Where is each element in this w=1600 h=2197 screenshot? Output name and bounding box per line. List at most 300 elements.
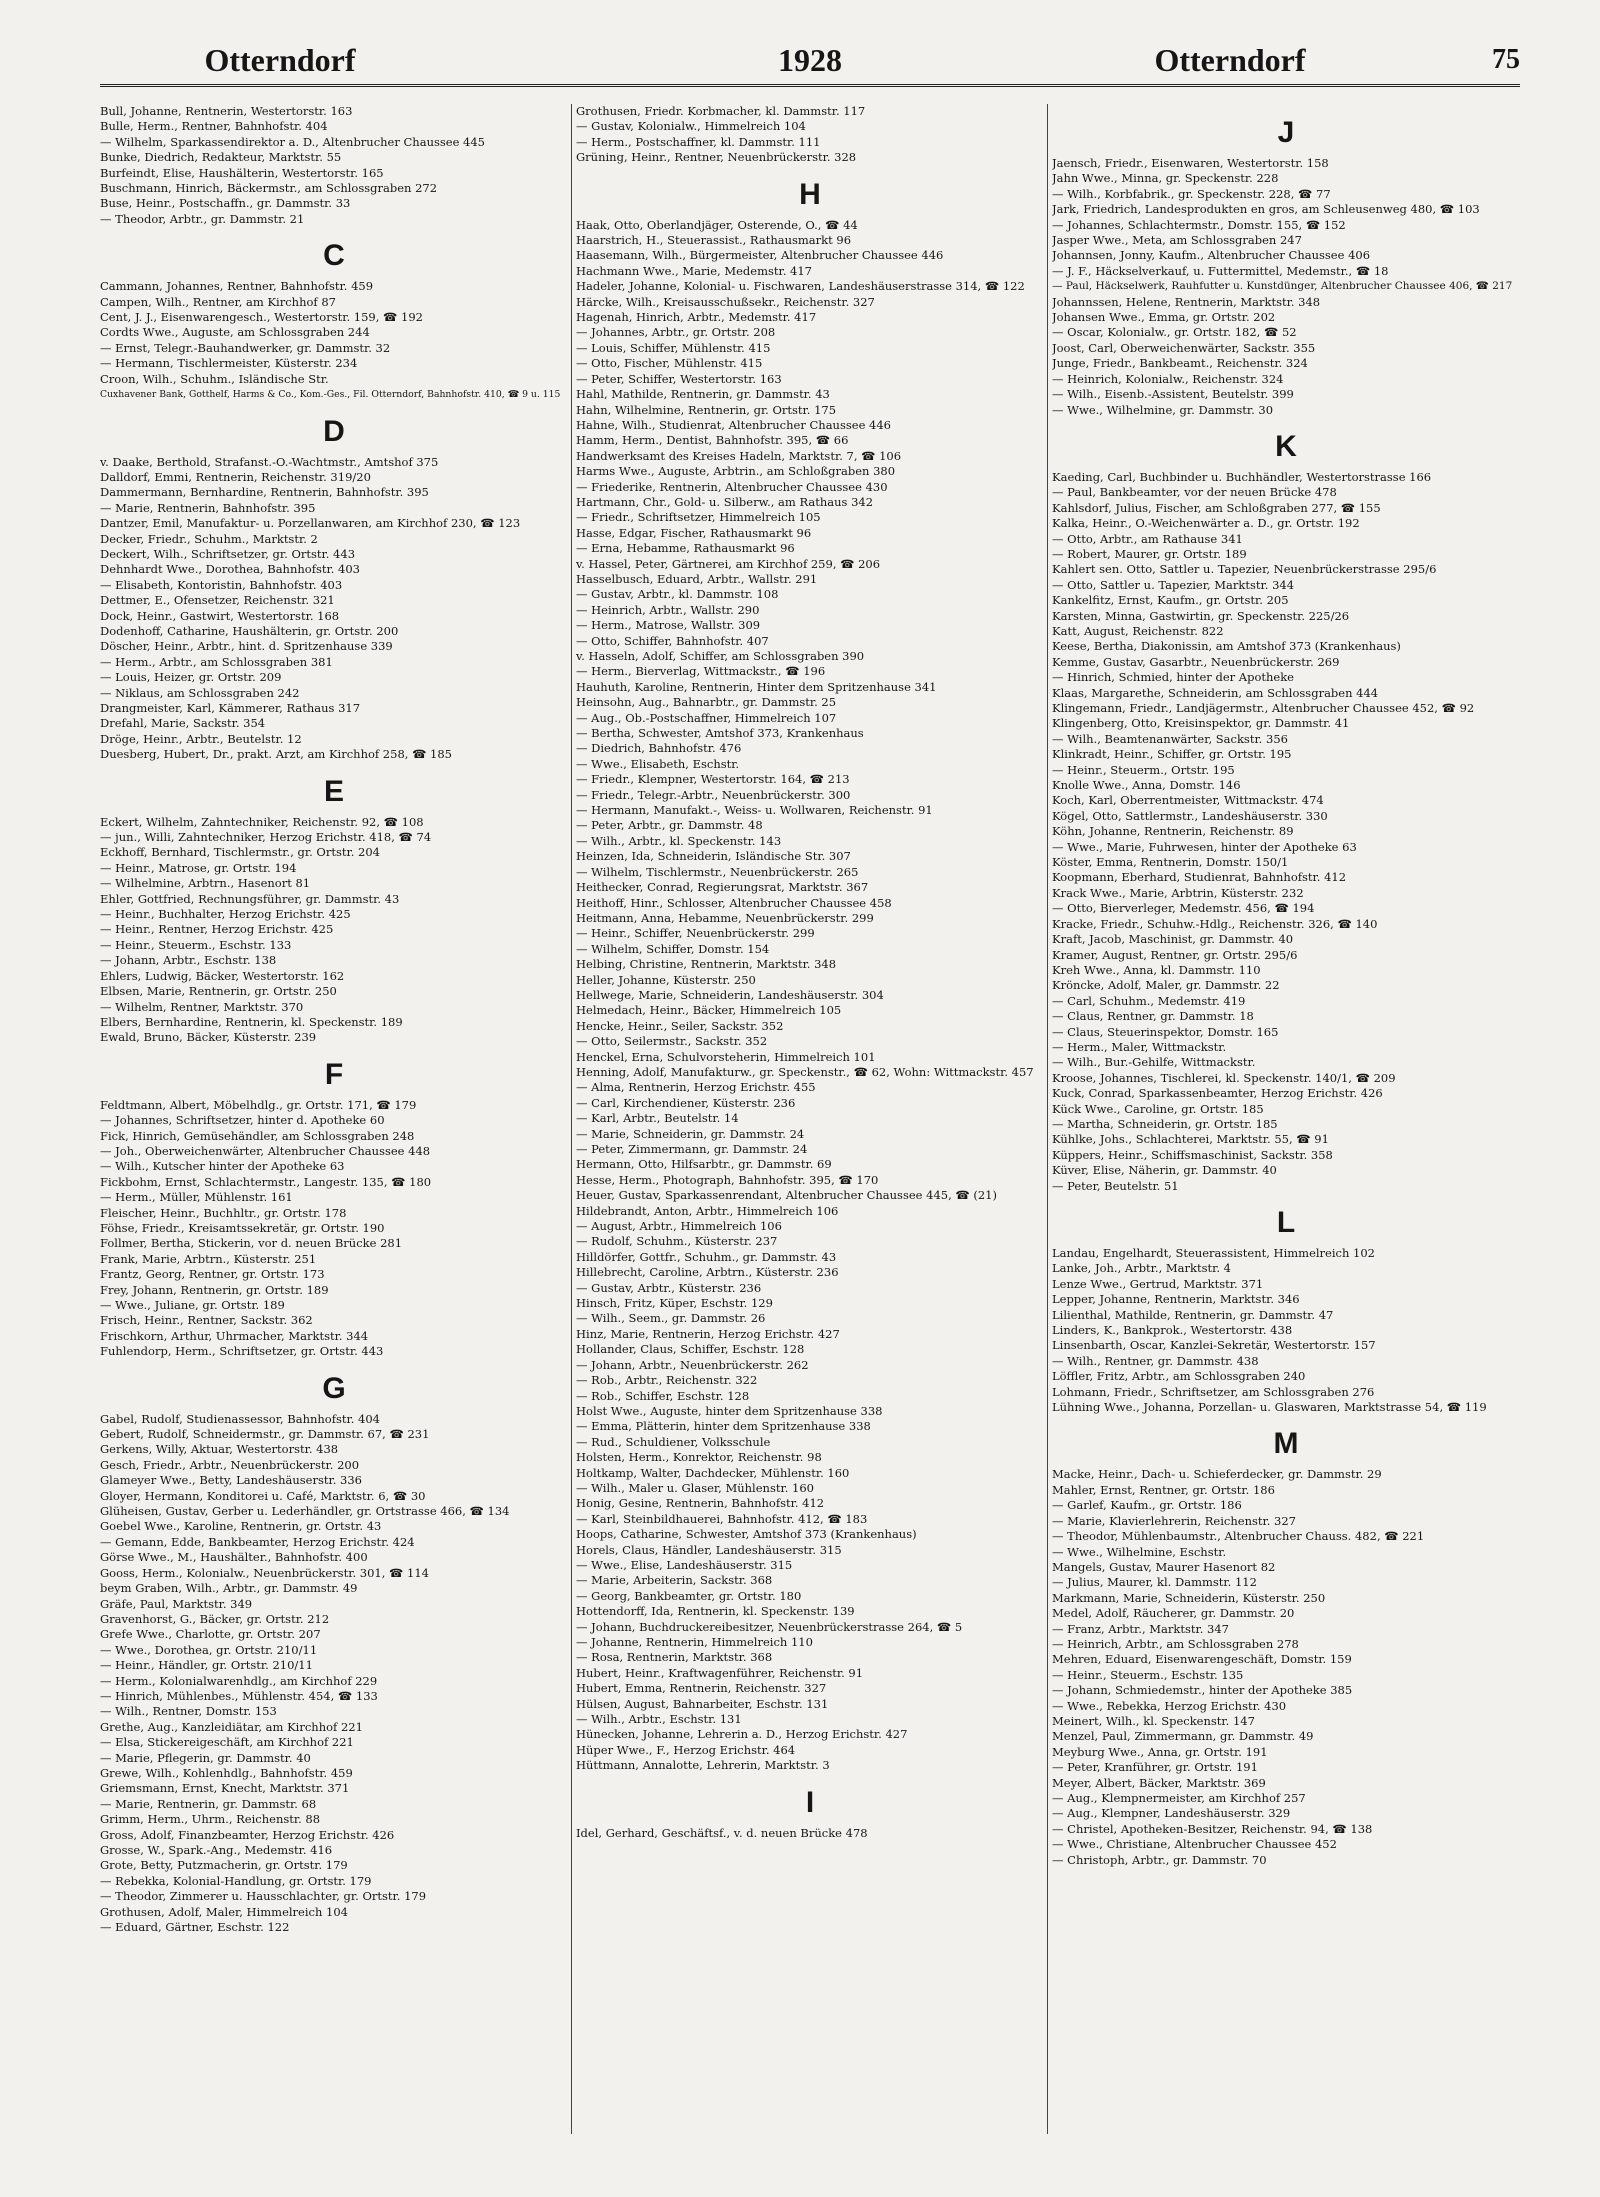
directory-entry: — Claus, Steuerinspektor, Domstr. 165: [1052, 1024, 1279, 1039]
directory-entry: — Oscar, Kolonialw., gr. Ortstr. 182, ☎ 52: [1052, 325, 1297, 340]
directory-entry: Grimm, Herm., Uhrm., Reichenstr. 88: [100, 1812, 321, 1827]
directory-entry: — Peter, Kranführer, gr. Ortstr. 191: [1052, 1760, 1258, 1775]
directory-entry: — Robert, Maurer, gr. Ortstr. 189: [1052, 546, 1247, 561]
directory-entry: Frischkorn, Arthur, Uhrmacher, Marktstr. 344: [100, 1328, 369, 1343]
directory-entry: Holtkamp, Walter, Dachdecker, Mühlenstr. 160: [576, 1465, 850, 1480]
directory-entry: Kögel, Otto, Sattlermstr., Landeshäuserstr. 330: [1052, 808, 1328, 823]
directory-entry: — Heinr., Steuerm., Eschstr. 133: [100, 937, 292, 952]
directory-entry: — Friedr., Klempner, Westertorstr. 164, ☎ 213: [576, 772, 850, 787]
directory-entry: — Heinrich, Arbtr., Wallstr. 290: [576, 602, 760, 617]
directory-entry: — Peter, Zimmermann, gr. Dammstr. 24: [576, 1142, 808, 1156]
directory-entry: — Marie, Arbeiterin, Sackstr. 368: [576, 1573, 773, 1588]
directory-entry: Koch, Karl, Oberrentmeister, Wittmackstr. 474: [1052, 793, 1324, 808]
directory-entry: — Garlef, Kaufm., gr. Ortstr. 186: [1052, 1498, 1242, 1513]
directory-entry: Kaeding, Carl, Buchbinder u. Buchhändler, Westertorstrasse 166: [1052, 469, 1432, 484]
directory-entry: — Wwe., Christiane, Altenbrucher Chaussee 452: [1052, 1837, 1337, 1852]
directory-entry: — Theodor, Arbtr., gr. Dammstr. 21: [100, 211, 305, 226]
directory-entry: — Otto, Bierverleger, Medemstr. 456, ☎ 194: [1052, 901, 1315, 916]
directory-entry: — Rob., Arbtr., Reichenstr. 322: [576, 1373, 758, 1388]
directory-entry: Heithecker, Conrad, Regierungsrat, Marktstr. 367: [576, 880, 869, 895]
directory-entry: Knolle Wwe., Anna, Domstr. 146: [1052, 778, 1241, 793]
directory-entry: Fickbohm, Ernst, Schlachtermstr., Langestr. 135, ☎ 180: [100, 1174, 432, 1189]
section-letter: K: [1275, 429, 1297, 463]
directory-entry: Gebert, Rudolf, Schneidermstr., gr. Dammstr. 67, ☎ 231: [100, 1427, 430, 1442]
directory-entry: Heithoff, Hinr., Schlosser, Altenbrucher Chaussee 458: [576, 895, 892, 910]
directory-entry: — Theodor, Zimmerer u. Hausschlachter, gr. Ortstr. 179: [100, 1889, 427, 1904]
directory-entry: Gooss, Herm., Kolonialw., Neuenbrückerstr. 301, ☎ 114: [100, 1565, 429, 1580]
directory-entry: Kühlke, Johs., Schlachterei, Marktstr. 55, ☎ 91: [1052, 1132, 1329, 1147]
directory-entry: Hüttmann, Annalotte, Lehrerin, Marktstr. 3: [576, 1758, 830, 1773]
directory-entry: — Hermann, Tischlermeister, Küsterstr. 234: [100, 356, 358, 371]
directory-entry: Drefahl, Marie, Sackstr. 354: [100, 716, 266, 731]
directory-entry: — Friederike, Rentnerin, Altenbrucher Chaussee 430: [576, 479, 888, 494]
directory-entry: — Elsa, Stickereigeschäft, am Kirchhof 221: [100, 1735, 354, 1750]
directory-entry: — Otto, Sattler u. Tapezier, Marktstr. 344: [1052, 577, 1295, 592]
directory-entry: Meyburg Wwe., Anna, gr. Ortstr. 191: [1052, 1744, 1268, 1759]
directory-entry: — Johann, Arbtr., Eschstr. 138: [100, 953, 277, 968]
directory-entry: Hellwege, Marie, Schneiderin, Landeshäuserstr. 304: [576, 987, 884, 1002]
header-town-right: Otterndorf: [1154, 42, 1306, 78]
directory-entry: Hildebrandt, Anton, Arbtr., Himmelreich 106: [576, 1203, 839, 1218]
directory-entry: — Christel, Apotheken-Besitzer, Reichenstr. 94, ☎ 138: [1052, 1821, 1373, 1836]
directory-entry: Görse Wwe., M., Haushälter., Bahnhofstr. 400: [100, 1550, 368, 1565]
directory-entry: — Wwe., Elisabeth, Eschstr.: [576, 756, 740, 771]
directory-entry: Köster, Emma, Rentnerin, Domstr. 150/1: [1052, 855, 1289, 870]
directory-entry: Lühning Wwe., Johanna, Porzellan- u. Glaswaren, Marktstrasse 54, ☎ 119: [1052, 1400, 1487, 1415]
directory-entry: Jark, Friedrich, Landesprodukten en gros, am Schleusenweg 480, ☎ 103: [1052, 202, 1480, 217]
directory-entry: Landau, Engelhardt, Steuerassistent, Himmelreich 102: [1052, 1246, 1375, 1260]
directory-entry: — Marie, Schneiderin, gr. Dammstr. 24: [576, 1126, 805, 1141]
directory-entry: — Christoph, Arbtr., gr. Dammstr. 70: [1052, 1852, 1267, 1867]
directory-entry: Meinert, Wilh., kl. Speckenstr. 147: [1052, 1713, 1255, 1728]
directory-entry: Gabel, Rudolf, Studienassessor, Bahnhofstr. 404: [100, 1411, 381, 1426]
directory-entry: Hottendorff, Ida, Rentnerin, kl. Speckenstr. 139: [576, 1604, 855, 1619]
directory-entry: — Heinr., Matrose, gr. Ortstr. 194: [100, 860, 297, 875]
directory-entry: — Aug., Klempnermeister, am Kirchhof 257: [1052, 1791, 1306, 1805]
directory-entry: — Claus, Rentner, gr. Dammstr. 18: [1052, 1009, 1254, 1024]
directory-entry: Haak, Otto, Oberlandjäger, Osterende, O., ☎ 44: [576, 217, 858, 232]
directory-entry: — Elisabeth, Kontoristin, Bahnhofstr. 403: [100, 577, 343, 592]
directory-entry: Buse, Heinr., Postschaffn., gr. Dammstr. 33: [100, 196, 351, 211]
header-rule: [100, 84, 1520, 87]
directory-entry: Hilldörfer, Gottfr., Schuhm., gr. Dammstr. 43: [576, 1249, 837, 1264]
directory-entry: Dantzer, Emil, Manufaktur- u. Porzellanwaren, am Kirchhof 230, ☎ 123: [100, 516, 521, 531]
directory-entry: — Emma, Plätterin, hinter dem Spritzenhause 338: [576, 1419, 871, 1434]
directory-entry: — Eduard, Gärtner, Eschstr. 122: [100, 1920, 290, 1935]
directory-entry: — Johann, Schmiedemstr., hinter der Apotheke 385: [1052, 1683, 1353, 1698]
directory-entry: Cuxhavener Bank, Gotthelf, Harms & Co., Kom.-Ges., Fil. Otterndorf, Bahnhofstr. 410, ☎ 9 u. 115: [100, 389, 561, 401]
directory-entry: — Paul, Häckselwerk, Rauhfutter u. Kunstdünger, Altenbrucher Chaussee 406, ☎ 217: [1052, 280, 1513, 293]
directory-entry: Joost, Carl, Oberweichenwärter, Sackstr. 355: [1052, 340, 1316, 355]
directory-entry: Bull, Johanne, Rentnerin, Westertorstr. 163: [100, 104, 353, 118]
directory-entry: Idel, Gerhard, Geschäftsf., v. d. neuen Brücke 478: [576, 1825, 868, 1840]
directory-entry: — Wilh., Maler u. Glaser, Mühlenstr. 160: [576, 1480, 814, 1495]
directory-entry: — Wilh., Beamtenanwärter, Sackstr. 356: [1052, 731, 1288, 746]
directory-entry: Keese, Bertha, Diakonissin, am Amtshof 373 (Krankenhaus): [1052, 639, 1401, 654]
directory-entry: Lepper, Johanne, Rentnerin, Marktstr. 346: [1052, 1292, 1300, 1307]
directory-entry: Duesberg, Hubert, Dr., prakt. Arzt, am Kirchhof 258, ☎ 185: [100, 747, 452, 762]
directory-entry: Kroose, Johannes, Tischlerei, kl. Speckenstr. 140/1, ☎ 209: [1052, 1070, 1396, 1085]
directory-entry: — Johannes, Schlachtermstr., Domstr. 155, ☎ 152: [1052, 217, 1346, 232]
directory-entry: — Niklaus, am Schlossgraben 242: [100, 685, 300, 700]
directory-entry: Grewe, Wilh., Kohlenhdlg., Bahnhofstr. 459: [100, 1765, 353, 1780]
directory-entry: Frisch, Heinr., Rentner, Sackstr. 362: [100, 1313, 313, 1328]
directory-entry: Grosse, W., Spark.-Ang., Medemstr. 416: [100, 1843, 333, 1857]
header-town-left: Otterndorf: [204, 42, 356, 78]
directory-entry: — Gustav, Arbtr., kl. Dammstr. 108: [576, 587, 779, 602]
directory-entry: Holst Wwe., Auguste, hinter dem Spritzenhause 338: [576, 1403, 883, 1418]
directory-entry: Macke, Heinr., Dach- u. Schieferdecker, gr. Dammstr. 29: [1052, 1467, 1382, 1482]
directory-entry: — Wilh., Arbtr., Eschstr. 131: [576, 1712, 742, 1727]
directory-entry: — Ernst, Telegr.-Bauhandwerker, gr. Dammstr. 32: [100, 340, 391, 355]
directory-entry: — Gustav, Kolonialw., Himmelreich 104: [576, 119, 806, 134]
directory-entry: Döscher, Heinr., Arbtr., hint. d. Spritzenhause 339: [100, 639, 393, 654]
directory-entry: Grüning, Heinr., Rentner, Neuenbrückerstr. 328: [576, 150, 857, 165]
directory-entry: Kalka, Heinr., O.-Weichenwärter a. D., gr. Ortstr. 192: [1052, 516, 1360, 531]
directory-entry: Kuck, Conrad, Sparkassenbeamter, Herzog Erichstr. 426: [1052, 1086, 1383, 1101]
directory-entry: — Gemann, Edde, Bankbeamter, Herzog Erichstr. 424: [100, 1534, 415, 1549]
directory-entry: — Heinrich, Kolonialw., Reichenstr. 324: [1052, 371, 1284, 386]
directory-entry: — Diedrich, Bahnhofstr. 476: [576, 741, 742, 756]
directory-entry: Heller, Johanne, Küsterstr. 250: [576, 972, 756, 987]
directory-column-3: [1052, 104, 1520, 2134]
directory-entry: Meyer, Albert, Bäcker, Marktstr. 369: [1052, 1775, 1266, 1790]
directory-entry: Kemme, Gustav, Gasarbtr., Neuenbrückerstr. 269: [1052, 654, 1340, 669]
directory-entry: Katt, August, Reichenstr. 822: [1052, 623, 1224, 638]
directory-entry: — Herm., Maler, Wittmackstr.: [1052, 1039, 1227, 1054]
directory-entry: — Wilhelm, Tischlermstr., Neuenbrückerstr. 265: [576, 864, 859, 879]
directory-entry: — Otto, Arbtr., am Rathause 341: [1052, 531, 1243, 546]
section-letter: M: [1273, 1427, 1299, 1461]
directory-entry: Dröge, Heinr., Arbtr., Beutelstr. 12: [100, 731, 302, 746]
directory-entry: — Joh., Oberweichenwärter, Altenbrucher Chaussee 448: [100, 1143, 431, 1158]
directory-entry: Frank, Marie, Arbtrn., Küsterstr. 251: [100, 1251, 317, 1266]
directory-entry: — Peter, Beutelstr. 51: [1052, 1178, 1179, 1193]
directory-entry: Cammann, Johannes, Rentner, Bahnhofstr. 459: [100, 279, 374, 294]
section-letter: E: [323, 774, 344, 808]
directory-entry: — Carl, Schuhm., Medemstr. 419: [1052, 993, 1246, 1008]
directory-entry: — Wwe., Wilhelmine, Eschstr.: [1052, 1544, 1227, 1559]
directory-entry: Deckert, Wilh., Schriftsetzer, gr. Ortstr. 443: [100, 546, 356, 561]
directory-entry: Lilienthal, Mathilde, Rentnerin, gr. Dammstr. 47: [1052, 1307, 1334, 1322]
directory-entry: — Aug., Ob.-Postschaffner, Himmelreich 107: [576, 710, 837, 725]
directory-entry: Krack Wwe., Marie, Arbtrin, Küsterstr. 232: [1052, 885, 1304, 900]
directory-entry: — Wwe., Rebekka, Herzog Erichstr. 430: [1052, 1698, 1287, 1713]
directory-entry: Holsten, Herm., Konrektor, Reichenstr. 98: [576, 1450, 822, 1465]
directory-entry: Dettmer, E., Ofensetzer, Reichenstr. 321: [100, 593, 335, 608]
directory-entry: — Wilh., Eisenb.-Assistent, Beutelstr. 399: [1052, 387, 1294, 402]
directory-entry: Bulle, Herm., Rentner, Bahnhofstr. 404: [100, 119, 328, 134]
directory-entry: — Herm., Müller, Mühlenstr. 161: [100, 1190, 293, 1205]
directory-entry: Dock, Heinr., Gastwirt, Westertorstr. 168: [100, 608, 340, 623]
directory-entry: — Wilhelm, Rentner, Marktstr. 370: [100, 999, 304, 1014]
directory-entry: Buschmann, Hinrich, Bäckermstr., am Schlossgraben 272: [100, 181, 438, 196]
directory-entry: Klaas, Margarethe, Schneiderin, am Schlossgraben 444: [1052, 685, 1379, 700]
directory-entry: Küver, Elise, Näherin, gr. Dammstr. 40: [1052, 1163, 1277, 1178]
directory-entry: — Heinr., Händler, gr. Ortstr. 210/11: [100, 1658, 313, 1673]
directory-entry: — Rudolf, Schuhm., Küsterstr. 237: [576, 1234, 778, 1249]
directory-entry: — Heinr., Steuerm., Eschstr. 135: [1052, 1667, 1244, 1682]
directory-entry: Hinz, Marie, Rentnerin, Herzog Erichstr. 427: [576, 1326, 840, 1341]
directory-entry: — Friedr., Schriftsetzer, Himmelreich 105: [576, 510, 821, 525]
directory-entry: — Gustav, Arbtr., Küsterstr. 236: [576, 1280, 762, 1295]
directory-entry: Kreh Wwe., Anna, kl. Dammstr. 110: [1052, 962, 1261, 977]
directory-entry: — Karl, Arbtr., Beutelstr. 14: [576, 1111, 739, 1126]
directory-entry: Jahn Wwe., Minna, gr. Speckenstr. 228: [1052, 171, 1279, 186]
directory-entry: Mangels, Gustav, Maurer Hasenort 82: [1052, 1559, 1276, 1574]
directory-entry: Hünecken, Johanne, Lehrerin a. D., Herzog Erichstr. 427: [576, 1727, 908, 1742]
directory-entry: Heuer, Gustav, Sparkassenrendant, Altenbrucher Chaussee 445, ☎ (21): [576, 1188, 997, 1203]
section-letter: H: [799, 177, 821, 211]
directory-entry: Karsten, Minna, Gastwirtin, gr. Speckenstr. 225/26: [1052, 608, 1350, 623]
directory-entry: — Georg, Bankbeamter, gr. Ortstr. 180: [576, 1588, 802, 1603]
directory-entry: Junge, Friedr., Bankbeamt., Reichenstr. 324: [1052, 356, 1308, 371]
directory-entry: Hadeler, Johanne, Kolonial- u. Fischwaren, Landeshäuserstrasse 314, ☎ 122: [576, 279, 1025, 294]
directory-entry: — Marie, Pflegerin, gr. Dammstr. 40: [100, 1750, 311, 1765]
header-year: 1928: [778, 42, 842, 78]
directory-entry: — Marie, Rentnerin, Bahnhofstr. 395: [100, 500, 316, 515]
directory-entry: — Marie, Klavierlehrerin, Reichenstr. 327: [1052, 1513, 1296, 1528]
directory-entry: — Herm., Bierverlag, Wittmackstr., ☎ 196: [576, 664, 826, 679]
directory-entry: Kröncke, Adolf, Maler, gr. Dammstr. 22: [1052, 978, 1280, 993]
directory-entry: Gravenhorst, G., Bäcker, gr. Ortstr. 212: [100, 1611, 330, 1626]
directory-entry: — Karl, Steinbildhauerei, Bahnhofstr. 412, ☎ 183: [576, 1511, 868, 1526]
directory-entry: — Otto, Fischer, Mühlenstr. 415: [576, 356, 763, 371]
directory-entry: Dodenhoff, Catharine, Haushälterin, gr. Ortstr. 200: [100, 623, 399, 638]
directory-entry: Klingenberg, Otto, Kreisinspektor, gr. Dammstr. 41: [1052, 716, 1350, 731]
directory-entry: Gerkens, Willy, Aktuar, Westertorstr. 438: [100, 1442, 339, 1457]
directory-entry: Mahler, Ernst, Rentner, gr. Ortstr. 186: [1052, 1482, 1275, 1497]
directory-entry: Drangmeister, Karl, Kämmerer, Rathaus 317: [100, 701, 361, 715]
directory-entry: Hüper Wwe., F., Herzog Erichstr. 464: [576, 1742, 796, 1757]
directory-entry: Hasse, Edgar, Fischer, Rathausmarkt 96: [576, 525, 812, 540]
directory-entry: Hillebrecht, Caroline, Arbtrn., Küsterstr. 236: [576, 1265, 839, 1280]
directory-entry: Klingemann, Friedr., Landjägermstr., Altenbrucher Chaussee 452, ☎ 92: [1052, 701, 1475, 715]
directory-entry: Menzel, Paul, Zimmermann, gr. Dammstr. 49: [1052, 1729, 1314, 1744]
directory-entry: Ewald, Bruno, Bäcker, Küsterstr. 239: [100, 1030, 317, 1045]
directory-entry: — Aug., Klempner, Landeshäuserstr. 329: [1052, 1806, 1291, 1821]
directory-entry: — Wwe., Juliane, gr. Ortstr. 189: [100, 1298, 285, 1312]
directory-entry: Handwerksamt des Kreises Hadeln, Marktstr. 7, ☎ 106: [576, 448, 902, 463]
directory-entry: — Franz, Arbtr., Marktstr. 347: [1052, 1621, 1229, 1636]
page-number: 75: [1492, 44, 1520, 75]
directory-entry: Hinsch, Fritz, Küper, Eschstr. 129: [576, 1296, 773, 1311]
directory-entry: Hachmann Wwe., Marie, Medemstr. 417: [576, 263, 812, 278]
directory-entry: — Herm., Arbtr., am Schlossgraben 381: [100, 654, 333, 669]
directory-entry: Grothusen, Adolf, Maler, Himmelreich 104: [100, 1904, 348, 1919]
directory-entry: Jaensch, Friedr., Eisenwaren, Westertorstr. 158: [1052, 156, 1329, 170]
directory-entry: — Theodor, Mühlenbaumstr., Altenbrucher Chauss. 482, ☎ 221: [1052, 1529, 1425, 1544]
directory-entry: Grothusen, Friedr. Korbmacher, kl. Dammstr. 117: [576, 104, 866, 118]
column-divider: [571, 104, 572, 2134]
directory-entry: Koopmann, Eberhard, Studienrat, Bahnhofstr. 412: [1052, 870, 1347, 885]
directory-entry: — Wilh., Korbfabrik., gr. Speckenstr. 228, ☎ 77: [1052, 186, 1331, 201]
directory-entry: Fick, Hinrich, Gemüsehändler, am Schlossgraben 248: [100, 1128, 415, 1143]
directory-column-2: [576, 104, 1044, 2134]
directory-entry: Haarstrich, H., Steuerassist., Rathausmarkt 96: [576, 233, 852, 248]
directory-entry: v. Daake, Berthold, Strafanst.-O.-Wachtmstr., Amtshof 375: [100, 454, 439, 469]
directory-entry: Hahne, Wilh., Studienrat, Altenbrucher Chaussee 446: [576, 417, 891, 432]
directory-entry: — Johann, Arbtr., Neuenbrückerstr. 262: [576, 1357, 809, 1372]
directory-entry: Dehnhardt Wwe., Dorothea, Bahnhofstr. 403: [100, 562, 360, 577]
directory-entry: Horels, Claus, Händler, Landeshäuserstr. 315: [576, 1542, 842, 1557]
directory-entry: Grefe Wwe., Charlotte, gr. Ortstr. 207: [100, 1627, 321, 1642]
directory-entry: Mehren, Eduard, Eisenwarengeschäft, Domstr. 159: [1052, 1652, 1352, 1667]
directory-entry: — Wilh., Rentner, Domstr. 153: [100, 1704, 277, 1719]
directory-entry: Kück Wwe., Caroline, gr. Ortstr. 185: [1052, 1101, 1264, 1116]
directory-entry: Gloyer, Hermann, Konditorei u. Café, Marktstr. 6, ☎ 30: [100, 1488, 426, 1503]
section-letter: F: [324, 1057, 344, 1091]
directory-entry: — Otto, Schiffer, Bahnhofstr. 407: [576, 633, 769, 648]
directory-entry: — Johannes, Arbtr., gr. Ortstr. 208: [576, 325, 776, 340]
directory-entry: — Hinrich, Schmied, hinter der Apotheke: [1052, 670, 1294, 685]
directory-entry: Hauhuth, Karoline, Rentnerin, Hinter dem Spritzenhause 341: [576, 679, 937, 694]
directory-entry: Hamm, Herm., Dentist, Bahnhofstr. 395, ☎ 66: [576, 433, 849, 448]
directory-entry: — Louis, Heizer, gr. Ortstr. 209: [100, 670, 282, 685]
directory-entry: Klinkradt, Heinr., Schiffer, gr. Ortstr. 195: [1052, 747, 1292, 762]
directory-entry: Kramer, August, Rentner, gr. Ortstr. 295/6: [1052, 947, 1298, 962]
directory-entry: Hermann, Otto, Hilfsarbtr., gr. Dammstr. 69: [576, 1157, 832, 1172]
directory-entry: Johannsen, Jonny, Kaufm., Altenbrucher Chaussee 406: [1052, 248, 1371, 263]
directory-entry: Grote, Betty, Putzmacherin, gr. Ortstr. 179: [100, 1858, 348, 1873]
directory-entry: Heinsohn, Aug., Bahnarbtr., gr. Dammstr. 25: [576, 695, 837, 710]
directory-entry: — Herm., Matrose, Wallstr. 309: [576, 618, 761, 633]
directory-entry: — Wilh., Seem., gr. Dammstr. 26: [576, 1311, 766, 1326]
directory-entry: Elbsen, Marie, Rentnerin, gr. Ortstr. 250: [100, 984, 337, 999]
directory-entry: Haasemann, Wilh., Bürgermeister, Altenbrucher Chaussee 446: [576, 248, 944, 263]
directory-entry: — Rud., Schuldiener, Volksschule: [576, 1434, 771, 1449]
directory-entry: — Heinr., Schiffer, Neuenbrückerstr. 299: [576, 926, 815, 941]
directory-entry: Croon, Wilh., Schuhm., Isländische Str.: [100, 371, 329, 386]
directory-entry: Hubert, Heinr., Kraftwagenführer, Reichenstr. 91: [576, 1665, 864, 1680]
directory-entry: — Wwe., Wilhelmine, gr. Dammstr. 30: [1052, 402, 1274, 417]
directory-entry: — jun., Willi, Zahntechniker, Herzog Erichstr. 418, ☎ 74: [100, 830, 432, 845]
running-head: [100, 40, 1520, 96]
directory-entry: Härcke, Wilh., Kreisausschußsekr., Reichenstr. 327: [576, 294, 875, 309]
section-letter: J: [1277, 116, 1295, 149]
directory-entry: — Friedr., Telegr.-Arbtr., Neuenbrückerstr. 300: [576, 787, 851, 802]
directory-entry: — Wilhelmine, Arbtrn., Hasenort 81: [100, 876, 311, 891]
directory-entry: Follmer, Bertha, Stickerin, vor d. neuen Brücke 281: [100, 1236, 403, 1251]
directory-entry: Kankelfitz, Ernst, Kaufm., gr. Ortstr. 205: [1052, 593, 1289, 608]
directory-entry: Lanke, Joh., Arbtr., Marktstr. 4: [1052, 1261, 1231, 1276]
directory-entry: — Peter, Arbtr., gr. Dammstr. 48: [576, 818, 763, 833]
directory-entry: Glüheisen, Gustav, Gerber u. Lederhändler, gr. Ortstrasse 466, ☎ 134: [100, 1504, 510, 1519]
directory-entry: Decker, Friedr., Schuhm., Marktstr. 2: [100, 531, 318, 546]
directory-entry: Hasselbusch, Eduard, Arbtr., Wallstr. 291: [576, 571, 818, 586]
directory-entry: — Wilh., Rentner, gr. Dammstr. 438: [1052, 1353, 1259, 1368]
directory-entry: Heinzen, Ida, Schneiderin, Isländische Str. 307: [576, 849, 851, 864]
directory-entry: — Otto, Seilermstr., Sackstr. 352: [576, 1034, 768, 1049]
directory-entry: — Rebekka, Kolonial-Handlung, gr. Ortstr. 179: [100, 1873, 372, 1888]
directory-entry: Dalldorf, Emmi, Rentnerin, Reichenstr. 319/20: [100, 469, 371, 484]
directory-column-1: [100, 104, 568, 2134]
directory-entry: Köhn, Johanne, Rentnerin, Reichenstr. 89: [1052, 824, 1294, 839]
directory-entry: Ehler, Gottfried, Rechnungsführer, gr. Dammstr. 43: [100, 891, 400, 906]
directory-entry: — Johann, Buchdruckereibesitzer, Neuenbrückerstrasse 264, ☎ 5: [576, 1619, 963, 1634]
directory-entry: Eckert, Wilhelm, Zahntechniker, Reichenstr. 92, ☎ 108: [100, 814, 424, 829]
directory-entry: v. Hasseln, Adolf, Schiffer, am Schlossgraben 390: [576, 649, 865, 663]
directory-entry: Markmann, Marie, Schneiderin, Küsterstr. 250: [1052, 1590, 1326, 1605]
directory-entry: Heitmann, Anna, Hebamme, Neuenbrückerstr. 299: [576, 910, 874, 925]
directory-entry: Linders, K., Bankprok., Westertorstr. 438: [1052, 1323, 1293, 1338]
directory-entry: Hülsen, August, Bahnarbeiter, Eschstr. 131: [576, 1696, 829, 1711]
directory-entry: Löffler, Fritz, Arbtr., am Schlossgraben 240: [1052, 1369, 1306, 1384]
directory-entry: Glameyer Wwe., Betty, Landeshäuserstr. 336: [100, 1473, 362, 1488]
directory-entry: Küppers, Heinr., Schiffsmaschinist, Sackstr. 358: [1052, 1147, 1333, 1162]
directory-entry: Cordts Wwe., Auguste, am Schlossgraben 244: [100, 325, 370, 340]
directory-entry: Kraft, Jacob, Maschinist, gr. Dammstr. 40: [1052, 932, 1294, 947]
directory-entry: — Alma, Rentnerin, Herzog Erichstr. 455: [576, 1080, 816, 1095]
directory-entry: Kahlsdorf, Julius, Fischer, am Schloßgraben 277, ☎ 155: [1052, 500, 1381, 515]
directory-entry: Fleischer, Heinr., Buchhltr., gr. Ortstr. 178: [100, 1205, 347, 1220]
directory-entry: Campen, Wilh., Rentner, am Kirchhof 87: [100, 294, 336, 309]
directory-entry: — Heinrich, Arbtr., am Schlossgraben 278: [1052, 1636, 1299, 1651]
directory-entry: — Heinr., Buchhalter, Herzog Erichstr. 425: [100, 907, 351, 922]
directory-entry: Hesse, Herm., Photograph, Bahnhofstr. 395, ☎ 170: [576, 1172, 879, 1187]
directory-entry: beym Graben, Wilh., Arbtr., gr. Dammstr. 49: [100, 1581, 358, 1596]
directory-entry: Bunke, Diedrich, Redakteur, Marktstr. 55: [100, 150, 342, 165]
column-divider: [1047, 104, 1048, 2134]
directory-entry: — Rosa, Rentnerin, Marktstr. 368: [576, 1650, 773, 1665]
directory-entry: Feldtmann, Albert, Möbelhdlg., gr. Ortstr. 171, ☎ 179: [100, 1097, 417, 1112]
directory-entry: Grethe, Aug., Kanzleidiätar, am Kirchhof 221: [100, 1719, 363, 1734]
directory-entry: — Wwe., Dorothea, gr. Ortstr. 210/11: [100, 1642, 318, 1657]
section-letter: G: [322, 1371, 346, 1405]
directory-entry: v. Hassel, Peter, Gärtnerei, am Kirchhof 259, ☎ 206: [576, 556, 881, 571]
directory-entry: — Johanne, Rentnerin, Himmelreich 110: [576, 1635, 813, 1649]
section-letter: C: [323, 239, 345, 273]
directory-entry: Hagenah, Hinrich, Arbtr., Medemstr. 417: [576, 310, 817, 325]
directory-entry: Burfeindt, Elise, Haushälterin, Westertorstr. 165: [100, 165, 384, 180]
directory-entry: — Wilh., Kutscher hinter der Apotheke 63: [100, 1159, 345, 1174]
directory-entry: — Bertha, Schwester, Amtshof 373, Krankenhaus: [576, 726, 864, 741]
directory-entry: — Johannes, Schriftsetzer, hinter d. Apotheke 60: [100, 1113, 385, 1128]
directory-entry: Lohmann, Friedr., Schriftsetzer, am Schlossgraben 276: [1052, 1384, 1375, 1399]
directory-entry: Gesch, Friedr., Arbtr., Neuenbrückerstr. 200: [100, 1457, 360, 1472]
directory-entry: Frey, Johann, Rentnerin, gr. Ortstr. 189: [100, 1282, 329, 1297]
directory-columns: [100, 104, 1520, 2134]
directory-entry: Medel, Adolf, Räucherer, gr. Dammstr. 20: [1052, 1606, 1295, 1621]
directory-entry: — Erna, Hebamme, Rathausmarkt 96: [576, 541, 795, 556]
directory-entry: Fuhlendorp, Herm., Schriftsetzer, gr. Ortstr. 443: [100, 1344, 384, 1359]
directory-entry: — Wilh., Bur.-Gehilfe, Wittmackstr.: [1052, 1055, 1256, 1070]
section-letter: I: [805, 1785, 815, 1819]
directory-entry: — Julius, Maurer, kl. Dammstr. 112: [1052, 1575, 1257, 1590]
directory-entry: — Wilh., Arbtr., kl. Speckenstr. 143: [576, 833, 782, 848]
directory-entry: — Herm., Kolonialwarenhdlg., am Kirchhof 229: [100, 1673, 378, 1688]
directory-entry: — Peter, Schiffer, Westertorstr. 163: [576, 371, 782, 386]
directory-entry: — Heinr., Rentner, Herzog Erichstr. 425: [100, 922, 334, 937]
directory-entry: Hahn, Wilhelmine, Rentnerin, gr. Ortstr. 175: [576, 402, 837, 417]
directory-entry: — Rob., Schiffer, Eschstr. 128: [576, 1388, 750, 1403]
directory-entry: Hoops, Catharine, Schwester, Amtshof 373 (Krankenhaus): [576, 1527, 917, 1542]
directory-entry: Hencke, Heinr., Seiler, Sackstr. 352: [576, 1018, 784, 1033]
directory-entry: — Martha, Schneiderin, gr. Ortstr. 185: [1052, 1116, 1278, 1131]
directory-entry: Goebel Wwe., Karoline, Rentnerin, gr. Ortstr. 43: [100, 1519, 382, 1534]
section-letter: D: [323, 414, 345, 448]
directory-entry: Hubert, Emma, Rentnerin, Reichenstr. 327: [576, 1681, 827, 1696]
directory-entry: Henning, Adolf, Manufakturw., gr. Speckenstr., ☎ 62, Wohn: Wittmackstr. 457: [576, 1064, 1034, 1079]
directory-entry: — Marie, Rentnerin, gr. Dammstr. 68: [100, 1796, 317, 1811]
directory-entry: — Wilhelm, Sparkassendirektor a. D., Altenbrucher Chaussee 445: [100, 134, 485, 149]
directory-entry: Gräfe, Paul, Marktstr. 349: [100, 1596, 253, 1611]
directory-entry: Ehlers, Ludwig, Bäcker, Westertorstr. 162: [100, 968, 345, 983]
directory-entry: Lenze Wwe., Gertrud, Marktstr. 371: [1052, 1276, 1264, 1291]
directory-entry: — Wwe., Marie, Fuhrwesen, hinter der Apotheke 63: [1052, 839, 1357, 854]
directory-entry: — Heinr., Steuerm., Ortstr. 195: [1052, 762, 1235, 777]
directory-entry: Föhse, Friedr., Kreisamtssekretär, gr. Ortstr. 190: [100, 1220, 385, 1235]
